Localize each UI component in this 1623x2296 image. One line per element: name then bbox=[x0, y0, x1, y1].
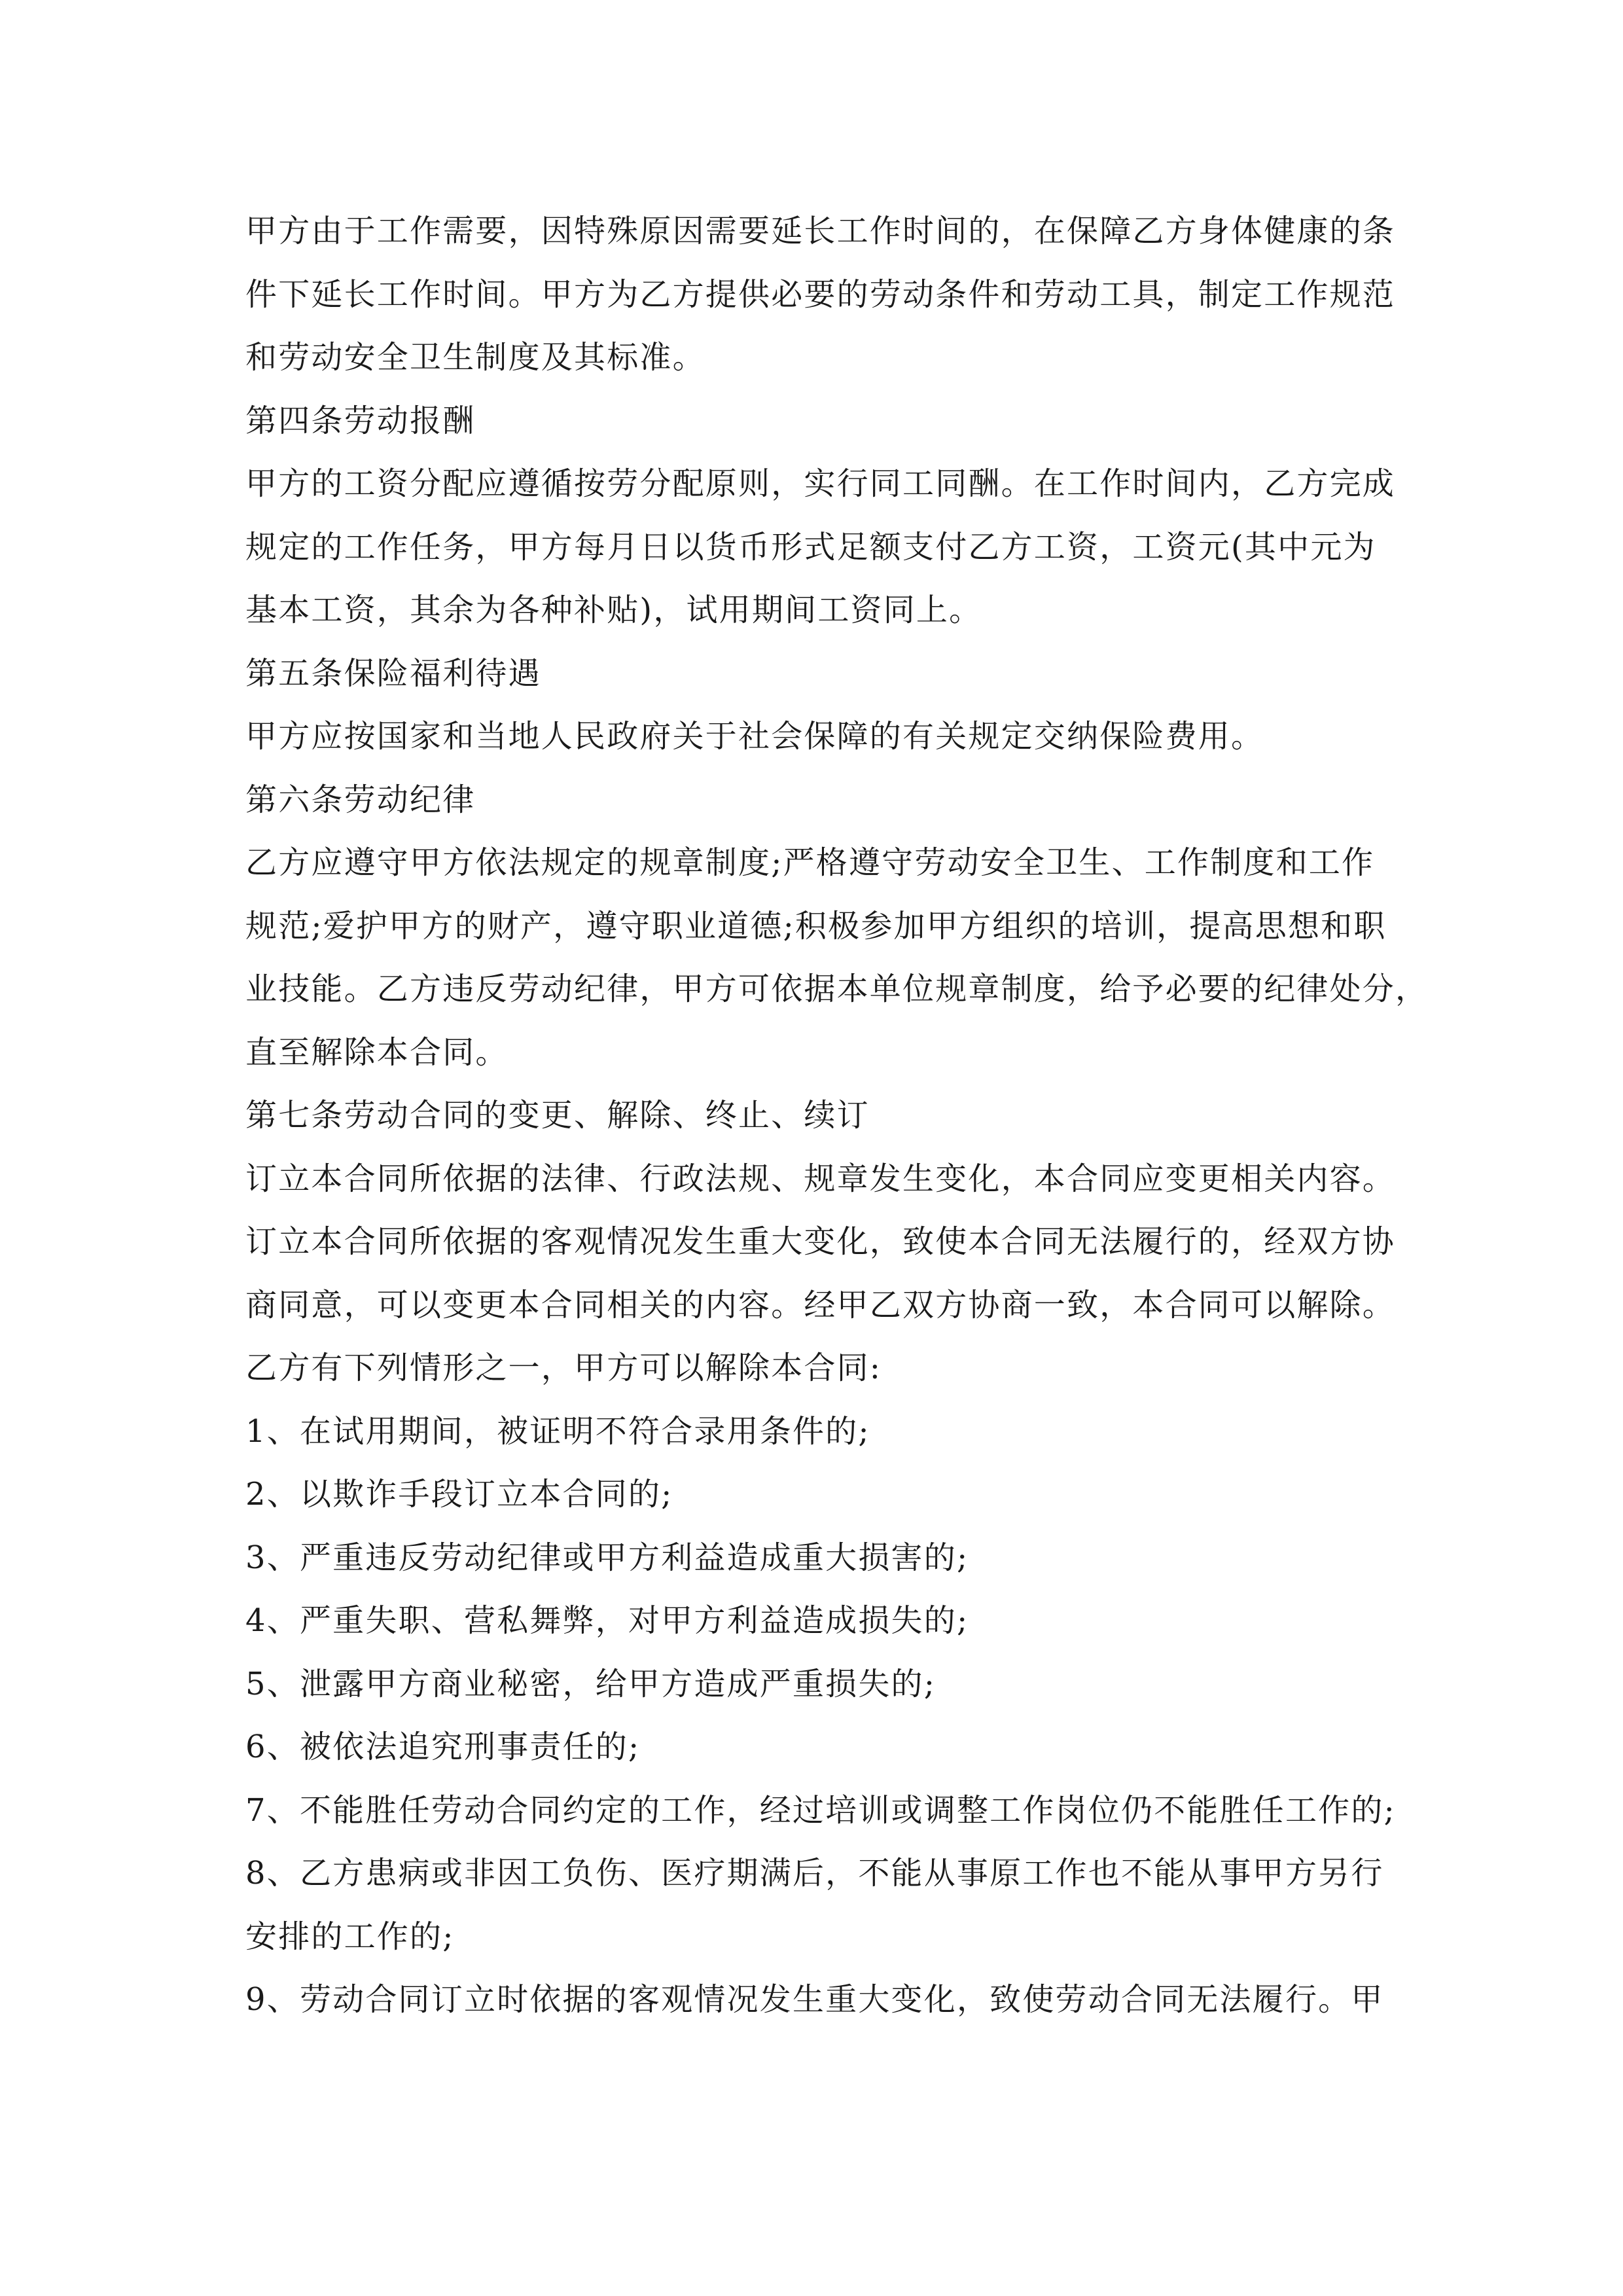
text-line: 乙方应遵守甲方依法规定的规章制度;严格遵守劳动安全卫生、工作制度和工作 bbox=[245, 844, 1375, 881]
text-line: 订立本合同所依据的法律、行政法规、规章发生变化，本合同应变更相关内容。 bbox=[245, 1160, 1396, 1197]
text-line: 规范;爱护甲方的财产，遵守职业道德;积极参加甲方组织的培训，提高思想和职 bbox=[245, 907, 1387, 944]
list-item: 3、严重违反劳动纪律或甲方利益造成重大损害的; bbox=[245, 1539, 969, 1576]
list-item: 4、严重失职、营私舞弊，对甲方利益造成损失的; bbox=[245, 1602, 969, 1639]
document-body bbox=[245, 200, 1429, 2032]
text-line: 甲方应按国家和当地人民政府关于社会保障的有关规定交纳保险费用。 bbox=[245, 718, 1264, 755]
list-item: 5、泄露甲方商业秘密，给甲方造成严重损失的; bbox=[245, 1665, 936, 1702]
text-line: 件下延长工作时间。甲方为乙方提供必要的劳动条件和劳动工具，制定工作规范 bbox=[245, 276, 1396, 313]
list-item: 8、乙方患病或非因工负伤、医疗期满后，不能从事原工作也不能从事甲方另行 bbox=[245, 1855, 1384, 1892]
section-heading: 第四条劳动报酬 bbox=[245, 402, 476, 439]
list-item: 7、不能胜任劳动合同约定的工作，经过培训或调整工作岗位仍不能胜任工作的; bbox=[245, 1791, 1396, 1829]
list-item: 1、在试用期间，被证明不符合录用条件的; bbox=[245, 1412, 870, 1450]
text-line: 基本工资，其余为各种补贴)，试用期间工资同上。 bbox=[245, 592, 982, 628]
text-line: 安排的工作的; bbox=[245, 1918, 455, 1955]
section-heading: 第六条劳动纪律 bbox=[245, 781, 476, 818]
text-line: 业技能。乙方违反劳动纪律，甲方可依据本单位规章制度，给予必要的纪律处分， bbox=[245, 971, 1429, 1007]
list-item: 6、被依法追究刑事责任的; bbox=[245, 1729, 641, 1765]
section-heading: 第七条劳动合同的变更、解除、终止、续订 bbox=[245, 1097, 870, 1134]
text-line: 直至解除本合同。 bbox=[245, 1033, 508, 1071]
text-line: 甲方由于工作需要，因特殊原因需要延长工作时间的，在保障乙方身体健康的条 bbox=[245, 213, 1396, 249]
text-line: 规定的工作任务，甲方每月日以货币形式足额支付乙方工资，工资元(其中元为 bbox=[245, 528, 1376, 565]
text-line: 和劳动安全卫生制度及其标准。 bbox=[245, 339, 705, 376]
text-line: 商同意，可以变更本合同相关的内容。经甲乙双方协商一致，本合同可以解除。 bbox=[245, 1286, 1396, 1323]
text-line: 乙方有下列情形之一，甲方可以解除本合同: bbox=[245, 1350, 882, 1386]
list-item: 2、以欺诈手段订立本合同的; bbox=[245, 1476, 673, 1513]
text-line: 订立本合同所依据的客观情况发生重大变化，致使本合同无法履行的，经双方协 bbox=[245, 1223, 1396, 1260]
section-heading: 第五条保险福利待遇 bbox=[245, 655, 541, 692]
text-line: 甲方的工资分配应遵循按劳分配原则，实行同工同酬。在工作时间内，乙方完成 bbox=[245, 465, 1396, 502]
list-item: 9、劳动合同订立时依据的客观情况发生重大变化，致使劳动合同无法履行。甲 bbox=[245, 1981, 1384, 2018]
